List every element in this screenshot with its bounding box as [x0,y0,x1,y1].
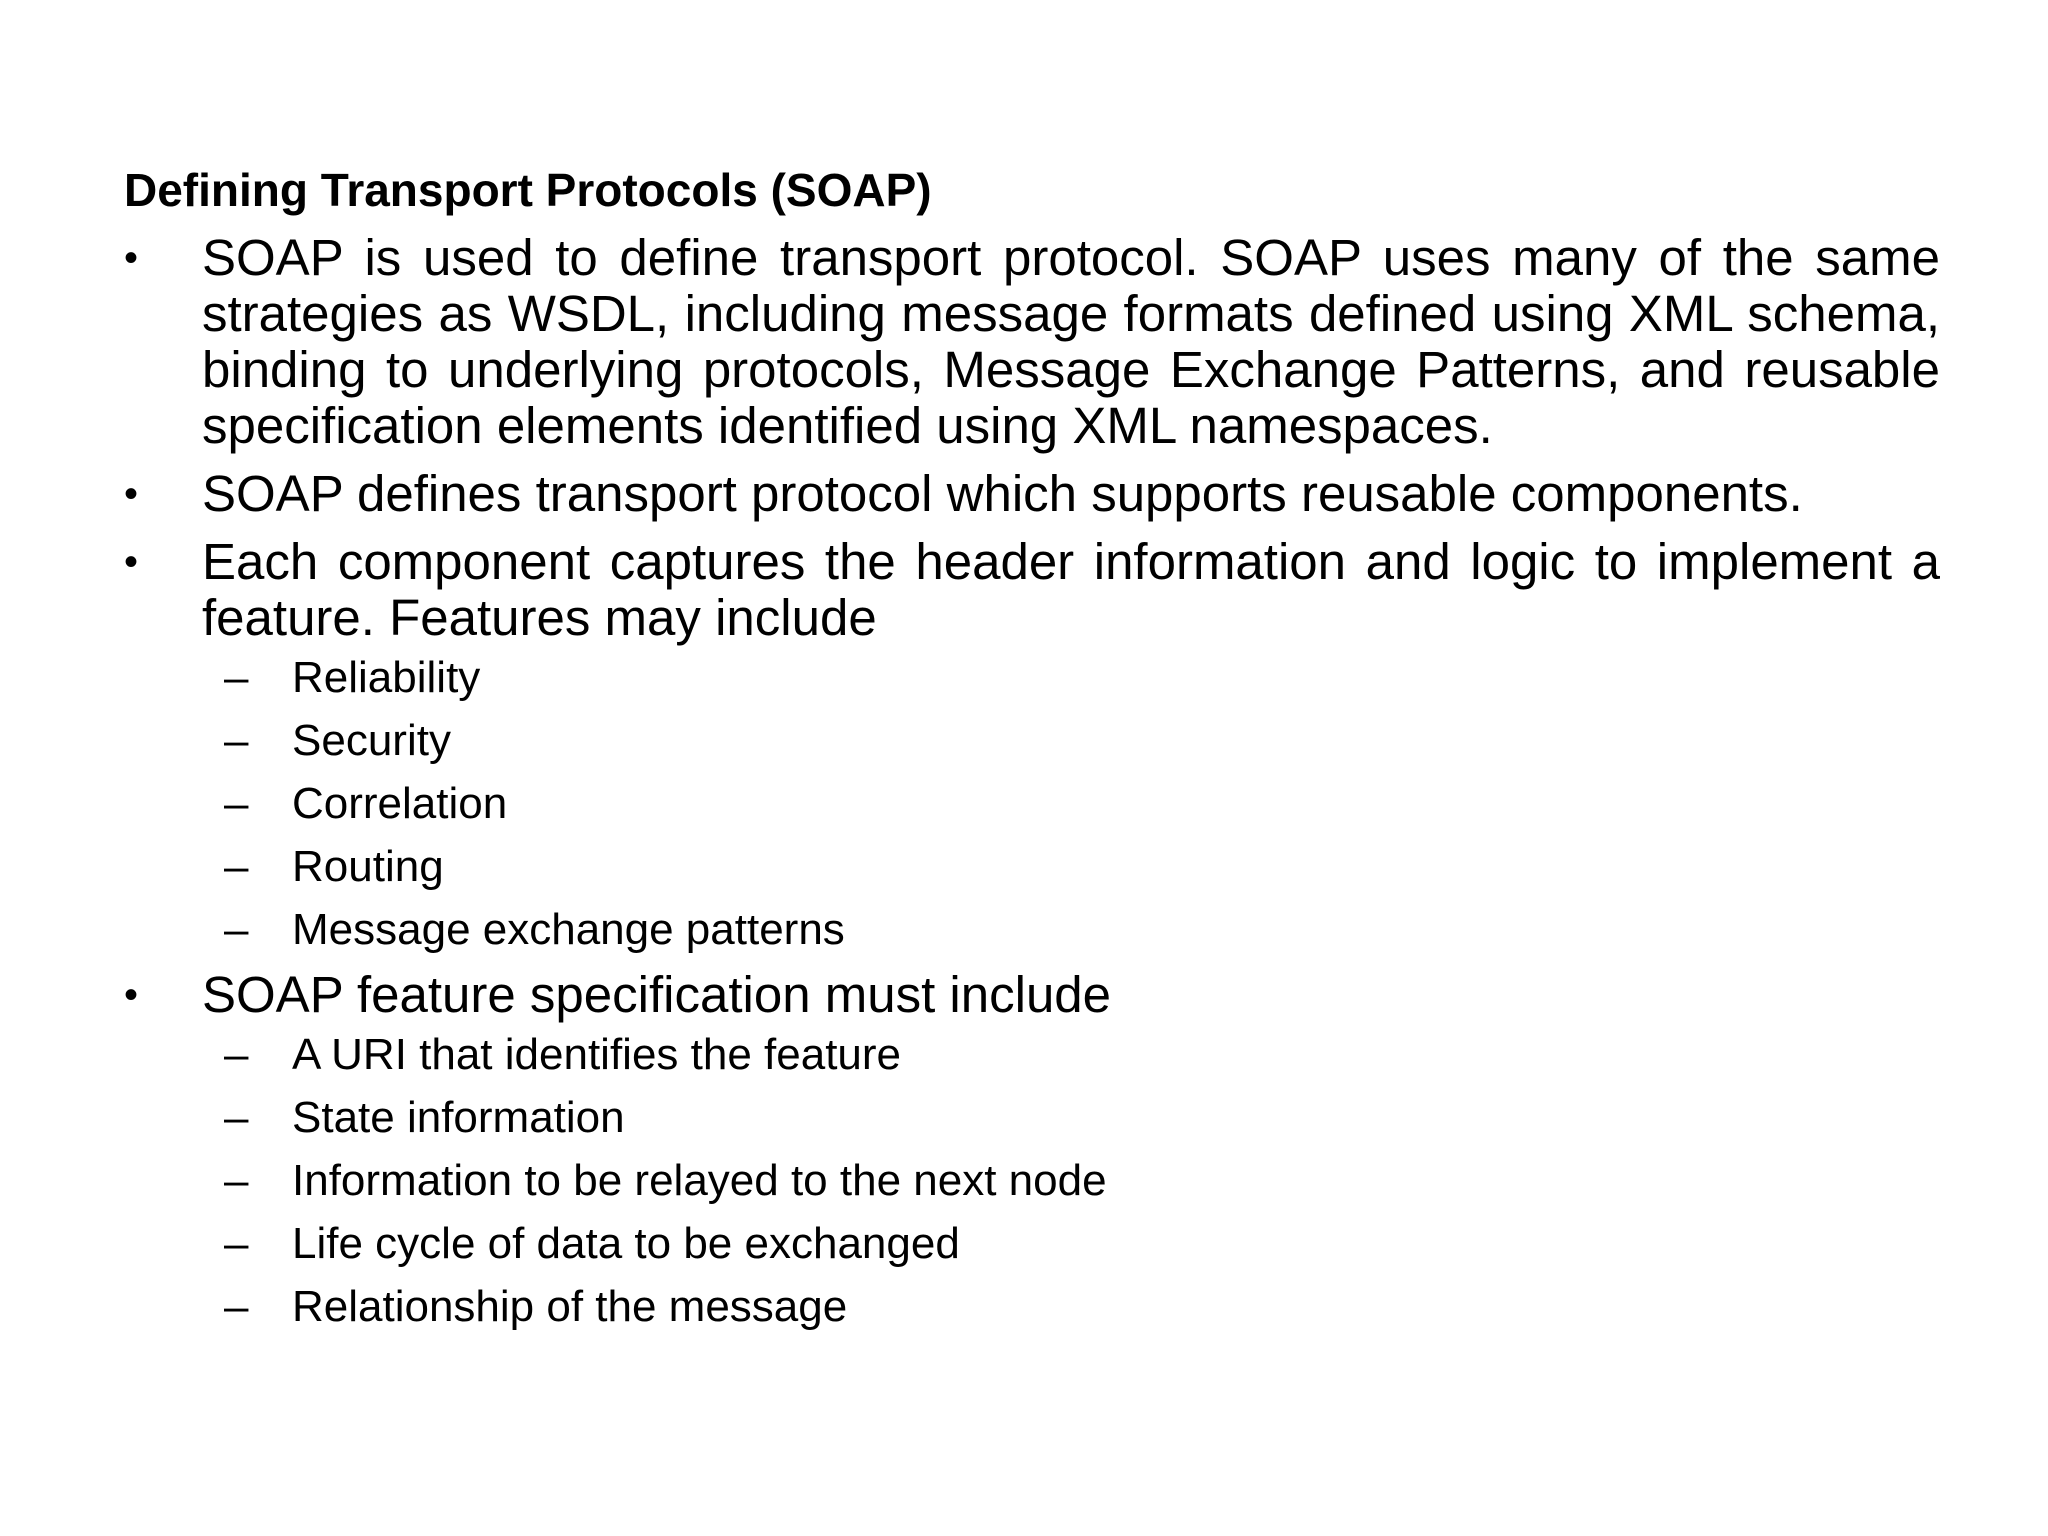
sub-item-text: Reliability [292,653,481,702]
dash-icon: – [224,1030,249,1079]
sub-item-text: State information [292,1093,625,1142]
bullet-icon: • [124,973,139,1017]
bullet-text: Each component captures the header information and logic to implement a feature. Features may include [202,533,1940,646]
dash-icon: – [224,905,249,954]
slide-title: Defining Transport Protocols (SOAP) [124,164,932,216]
bullet-item [124,534,1940,646]
bullet-text: SOAP is used to define transport protocol. SOAP uses many of the same strategies as WSDL, including message formats defined using XML schema, binding to underlying protocols, Message Exchange Patterns, and reusable specification elements identified using XML namespaces. [202,229,1940,454]
sub-list [124,652,1940,956]
bullet-item [124,967,1940,1023]
bullet-icon: • [124,236,139,280]
bullet-icon: • [124,472,139,516]
bullet-item [124,466,1940,522]
sub-item-text: Life cycle of data to be exchanged [292,1219,960,1268]
sub-item-text: Information to be relayed to the next node [292,1156,1107,1205]
slide-body [124,230,1940,1344]
sub-item-text: Routing [292,842,444,891]
dash-icon: – [224,1282,249,1331]
sub-item [124,1029,1940,1081]
bullet-icon: • [124,540,139,584]
sub-item [124,652,1940,704]
sub-item-text: Message exchange patterns [292,905,845,954]
sub-item-text: Security [292,716,451,765]
dash-icon: – [224,1093,249,1142]
dash-icon: – [224,653,249,702]
sub-item-text: Relationship of the message [292,1282,848,1331]
sub-item [124,715,1940,767]
sub-item [124,1092,1940,1144]
bullet-item [124,230,1940,454]
dash-icon: – [224,1156,249,1205]
sub-item-text: Correlation [292,779,508,828]
dash-icon: – [224,779,249,828]
sub-list [124,1029,1940,1333]
sub-item [124,1155,1940,1207]
sub-item [124,904,1940,956]
sub-item [124,841,1940,893]
sub-item [124,778,1940,830]
dash-icon: – [224,716,249,765]
bullet-text: SOAP feature specification must include [202,966,1112,1023]
bullet-text: SOAP defines transport protocol which supports reusable components. [202,465,1803,522]
dash-icon: – [224,1219,249,1268]
sub-item [124,1218,1940,1270]
dash-icon: – [224,842,249,891]
sub-item [124,1281,1940,1333]
sub-item-text: A URI that identifies the feature [292,1030,902,1079]
